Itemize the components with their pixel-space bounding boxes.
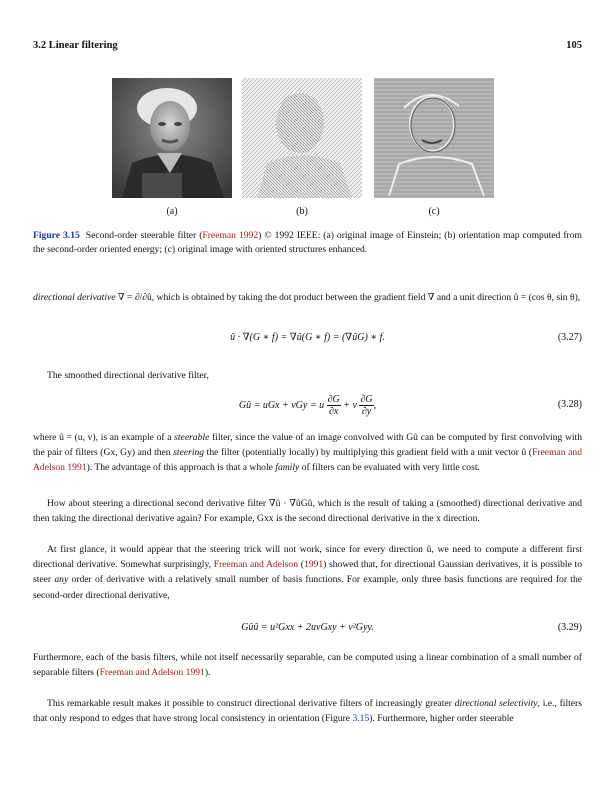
citation-link[interactable]: Freeman and Adelson	[213, 559, 299, 571]
subfigure-labels	[112, 206, 492, 220]
paragraph-3: where û = (u, v), is an example of a steerable filter, since the value of an image convolved with Gû can be computed by first convolving with the pair of filters (Gx, Gy) and then steering the filter (potentially locally) by multiplying this gradient field with a unit vector û (Freeman and Adelson 1991). The advantage of this approach is that a whole family of filters can be evaluated with very little cost.	[33, 432, 582, 474]
label-c: (c)	[428, 206, 440, 217]
equation-3-27: û · ∇(G ∗ f) = ∇û(G ∗ f) = (∇ûG) ∗ f. (3.27)	[230, 332, 582, 343]
page-number: 105	[566, 40, 582, 51]
paragraph-2: The smoothed directional derivative filter,	[47, 370, 209, 381]
figure-number: Figure 3.15	[33, 230, 80, 241]
citation-link[interactable]: Freeman and Adelson 1991	[33, 447, 582, 474]
label-a: (a)	[166, 206, 178, 217]
figure-caption: Figure 3.15 Second-order steerable filter (Freeman 1992) © 1992 IEEE: (a) original image of Einstein; (b) orientation map computed from the second-order oriented energy; (c) original image with oriented structures enhanced.	[33, 230, 582, 255]
section-title: 3.2 Linear filtering	[33, 40, 118, 51]
einstein-photo	[112, 78, 232, 198]
label-b: (b)	[296, 206, 308, 217]
running-header	[33, 40, 582, 54]
citation-link[interactable]: Freeman 1992	[202, 230, 259, 241]
enhanced-image	[374, 78, 494, 198]
paragraph-7: This remarkable result makes it possible to construct directional derivative filters of increasingly greater directional selectivity, i.e., filters that only respond to edges that have strong local consistency in orientation (Figure 3.15). Furthermore, higher order steerable	[33, 698, 582, 725]
paragraph-5: At first glance, it would appear that the steering trick will not work, since for every direction û, we need to compute a different first directional derivative. Somewhat surprisingly, Freeman and Adelson (1991) showed that, for directional Gaussian derivatives, it is possible to steer any order of derivative with a relatively small number of basis functions. For example, only three basis functions are required for the second-order directional derivative,	[33, 544, 582, 601]
figure-images	[112, 78, 492, 198]
paragraph-4: How about steering a directional second derivative filter ∇û · ∇ûGû, which is the result of taking a (smoothed) directional derivative and then taking the directional derivative again? For example, Gxx is the second directional derivative in the x direction.	[33, 498, 582, 525]
equation-3-28: Gû = uGx + vGy = u $\frac{\partial G}{\partial x}$ + v $\frac{\partial G}{\partial y}$ , (3.28)	[238, 394, 582, 417]
orientation-map	[242, 78, 362, 198]
paragraph-1: directional derivative ∇ = ∂/∂û, which is obtained by taking the dot product between the gradient field ∇ and a unit direction û = (cos θ, sin θ),	[33, 292, 581, 303]
figure-link[interactable]: 3.15	[352, 713, 370, 725]
equation-3-29: Gûû = u²Gxx + 2uvGxy + v²Gyy. (3.29)	[241, 622, 582, 633]
paragraph-6: Furthermore, each of the basis filters, while not itself necessarily separable, can be computed using a linear combination of a small number of separable filters (Freeman and Adelson 1991).	[33, 652, 582, 679]
citation-link[interactable]: Freeman and Adelson 1991	[99, 667, 205, 679]
